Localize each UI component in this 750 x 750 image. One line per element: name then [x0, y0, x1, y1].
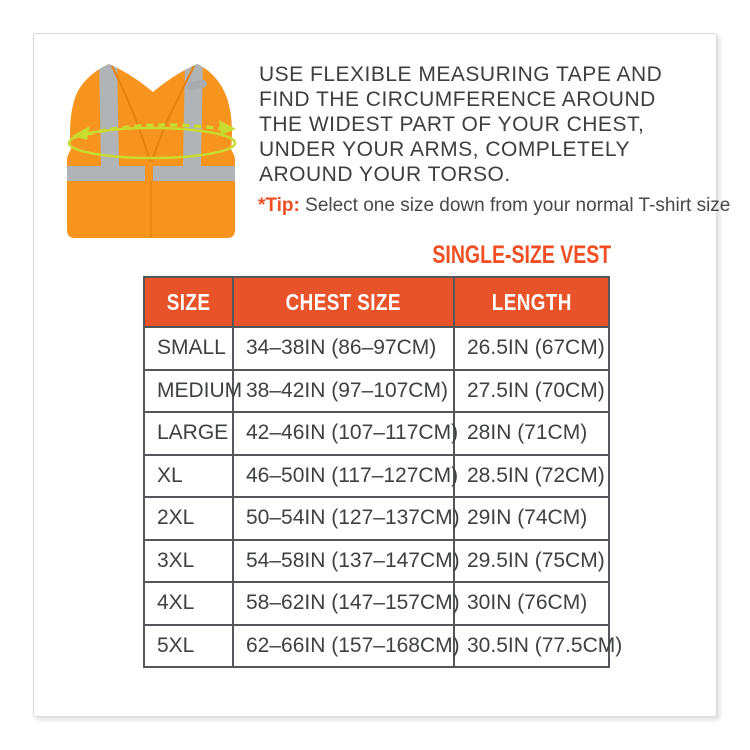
cell-size: MEDIUM [144, 370, 233, 413]
size-table [143, 276, 623, 668]
cell-size: LARGE [144, 412, 233, 455]
tip-text: Select one size down from your normal T-shirt size [299, 195, 731, 216]
cell-length: 28IN (71CM) [454, 412, 609, 455]
sizing-tip [258, 195, 731, 217]
measuring-instructions [259, 62, 729, 187]
cell-chest: 62–66IN (157–168CM) [233, 625, 454, 668]
table-title: SINGLE-SIZE VEST [432, 241, 611, 269]
cell-length: 28.5IN (72CM) [454, 455, 609, 498]
table-row [144, 412, 609, 455]
instruction-line: THE WIDEST PART OF YOUR CHEST, [259, 113, 645, 136]
header-length-label: LENGTH [491, 288, 572, 315]
table-row [144, 497, 609, 540]
table-row [144, 455, 609, 498]
waist-stripe-right [153, 166, 239, 181]
table-header-row [144, 277, 609, 327]
cell-length: 27.5IN (70CM) [454, 370, 609, 413]
instruction-line: FIND THE CIRCUMFERENCE AROUND [259, 88, 656, 111]
instruction-line: AROUND YOUR TORSO. [259, 163, 511, 186]
safety-vest-measuring-tape-icon [59, 56, 243, 242]
header-size-label: SIZE [166, 288, 211, 315]
cell-chest: 54–58IN (137–147CM) [233, 540, 454, 583]
cell-size: SMALL [144, 327, 233, 370]
cell-size: 3XL [144, 540, 233, 583]
waist-stripe-left [63, 166, 145, 181]
cell-chest: 42–46IN (107–117CM) [233, 412, 454, 455]
cell-chest: 38–42IN (97–107CM) [233, 370, 454, 413]
cell-size: 4XL [144, 582, 233, 625]
header-chest-size [233, 277, 454, 327]
cell-chest: 50–54IN (127–137CM) [233, 497, 454, 540]
table-row [144, 370, 609, 413]
header-size [144, 277, 233, 327]
cell-chest: 46–50IN (117–127CM) [233, 455, 454, 498]
cell-length: 30IN (76CM) [454, 582, 609, 625]
cell-length: 29.5IN (75CM) [454, 540, 609, 583]
table-row [144, 625, 609, 668]
instruction-line: UNDER YOUR ARMS, COMPLETELY [259, 138, 630, 161]
vest-illustration [59, 56, 243, 242]
cell-size: 5XL [144, 625, 233, 668]
cell-length: 26.5IN (67CM) [454, 327, 609, 370]
table-row [144, 582, 609, 625]
tip-label: *Tip: [258, 195, 300, 216]
header-length [454, 277, 609, 327]
cell-size: 2XL [144, 497, 233, 540]
right-shoulder-stripe [183, 58, 203, 166]
cell-size: XL [144, 455, 233, 498]
cell-chest: 58–62IN (147–157CM) [233, 582, 454, 625]
size-chart-card [33, 33, 731, 717]
cell-chest: 34–38IN (86–97CM) [233, 327, 454, 370]
table-row [144, 540, 609, 583]
cell-length: 29IN (74CM) [454, 497, 609, 540]
header-chest-label: CHEST SIZE [285, 288, 402, 315]
instruction-line: USE FLEXIBLE MEASURING TAPE AND [259, 63, 663, 86]
table-row [144, 327, 609, 370]
cell-length: 30.5IN (77.5CM) [454, 625, 609, 668]
